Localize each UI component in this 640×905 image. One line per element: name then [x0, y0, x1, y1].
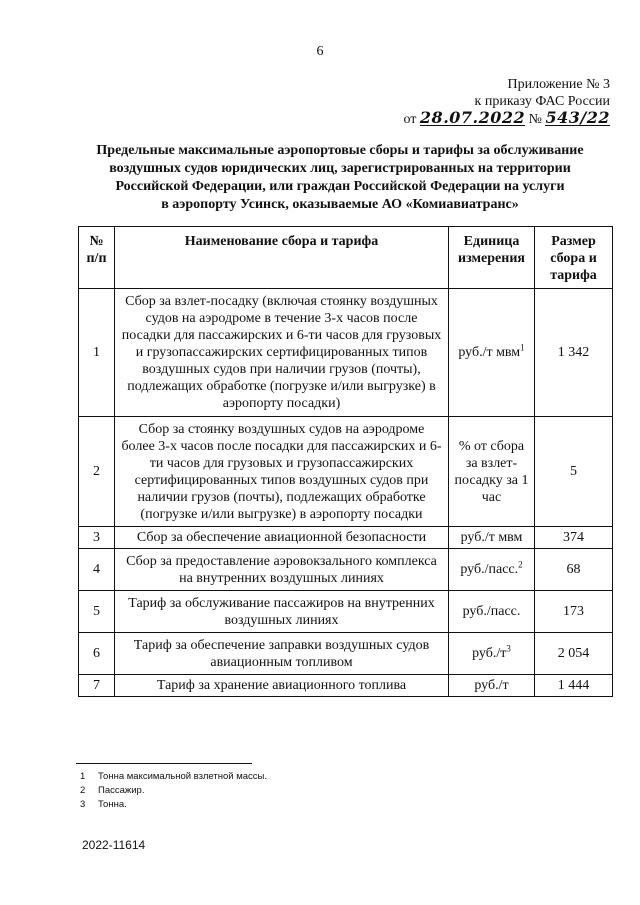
row-unit — [449, 549, 535, 591]
row-unit: % от сбора за взлет-посадку за 1 час — [449, 417, 535, 527]
row-value: 1 342 — [535, 289, 613, 417]
tariffs-table — [78, 226, 613, 697]
footnote-divider — [76, 763, 252, 764]
document-code: 2022-11614 — [82, 838, 146, 852]
footnote-number: 3 — [80, 799, 86, 810]
title-line: в аэропорту Усинск, оказываемые АО «Комиавиатранс» — [161, 197, 519, 212]
footnote-number: 1 — [80, 771, 86, 782]
row-name: Тариф за обеспечение заправки воздушных судов авиационным топливом — [115, 633, 449, 675]
header-num: № п/п — [79, 227, 115, 289]
row-unit — [449, 289, 535, 417]
table-header-row — [79, 227, 613, 289]
order-label: к приказу ФАС России — [474, 94, 610, 109]
header-size: Размер сбора и тарифа — [535, 227, 613, 289]
row-value: 173 — [535, 591, 613, 633]
table-row — [79, 591, 613, 633]
footnote-text: Тонна. — [98, 799, 127, 810]
row-value: 374 — [535, 527, 613, 549]
page-number: 6 — [316, 44, 324, 59]
row-unit: руб./т мвм — [449, 527, 535, 549]
footnote-text: Пассажир. — [98, 785, 145, 796]
row-value: 1 444 — [535, 675, 613, 697]
footnotes — [80, 770, 267, 812]
appendix-label: Приложение № 3 — [507, 77, 610, 92]
handwritten-order-number: 543/22 — [545, 108, 610, 127]
row-unit — [449, 633, 535, 675]
footnote-ref: 1 — [520, 342, 525, 353]
order-date-number-line — [403, 110, 610, 128]
table-row — [79, 417, 613, 527]
unit-text: руб./т — [472, 646, 507, 661]
title-line: Предельные максимальные аэропортовые сборы и тарифы за обслуживание — [96, 143, 584, 158]
row-name: Сбор за обеспечение авиационной безопасности — [115, 527, 449, 549]
appendix-header — [403, 76, 610, 128]
footnote-number: 2 — [80, 785, 86, 796]
header-name: Наименование сбора и тарифа — [115, 227, 449, 289]
row-name: Сбор за стоянку воздушных судов на аэродроме более 3-х часов после посадки для пассажирских и 6-ти часов для грузовых и грузопассажирских сертифицированных типов воздушных судов при наличии грузов (почты), подлежащих обработке (погрузке и/или выгрузке) в аэропорту посадки — [115, 417, 449, 527]
row-name: Тариф за обслуживание пассажиров на внутренних воздушных линиях — [115, 591, 449, 633]
title-line: Российской Федерации, или граждан Российской Федерации на услуги — [115, 179, 565, 194]
table-row — [79, 549, 613, 591]
footnote-item — [80, 784, 267, 798]
title-line: воздушных судов юридических лиц, зарегистрированных на территории — [109, 161, 571, 176]
handwritten-date: 28.07.2022 — [419, 108, 526, 127]
document-title — [70, 142, 610, 214]
footnote-ref: 2 — [518, 559, 523, 570]
table-row — [79, 289, 613, 417]
date-prefix: от — [403, 112, 417, 127]
table-row — [79, 633, 613, 675]
row-value: 68 — [535, 549, 613, 591]
row-unit: руб./пасс. — [449, 591, 535, 633]
footnote-text: Тонна максимальной взлетной массы. — [98, 771, 267, 782]
footnote-item — [80, 770, 267, 784]
row-num: 1 — [79, 289, 115, 417]
row-unit: руб./т — [449, 675, 535, 697]
row-num: 3 — [79, 527, 115, 549]
row-num: 5 — [79, 591, 115, 633]
table-row — [79, 527, 613, 549]
header-unit: Единица измерения — [449, 227, 535, 289]
unit-text: руб./т мвм — [458, 345, 521, 360]
row-num: 6 — [79, 633, 115, 675]
row-num: 2 — [79, 417, 115, 527]
row-value: 5 — [535, 417, 613, 527]
row-value: 2 054 — [535, 633, 613, 675]
row-num: 4 — [79, 549, 115, 591]
table-row — [79, 675, 613, 697]
number-prefix: № — [528, 112, 542, 127]
row-name: Сбор за предоставление аэровокзального комплекса на внутренних воздушных линиях — [115, 549, 449, 591]
row-name: Сбор за взлет-посадку (включая стоянку воздушных судов на аэродроме в течение 3-х часов после посадки для пассажирских и 6-ти часов для грузовых и грузопассажирских сертифицированных типов воздушных судов при наличии грузов (почты), подлежащих обработке (погрузке и/или выгрузке) в аэропорту посадки) — [115, 289, 449, 417]
footnote-ref: 3 — [506, 643, 511, 654]
row-name: Тариф за хранение авиационного топлива — [115, 675, 449, 697]
row-num: 7 — [79, 675, 115, 697]
unit-text: руб./пасс. — [460, 562, 519, 577]
footnote-item — [80, 798, 267, 812]
